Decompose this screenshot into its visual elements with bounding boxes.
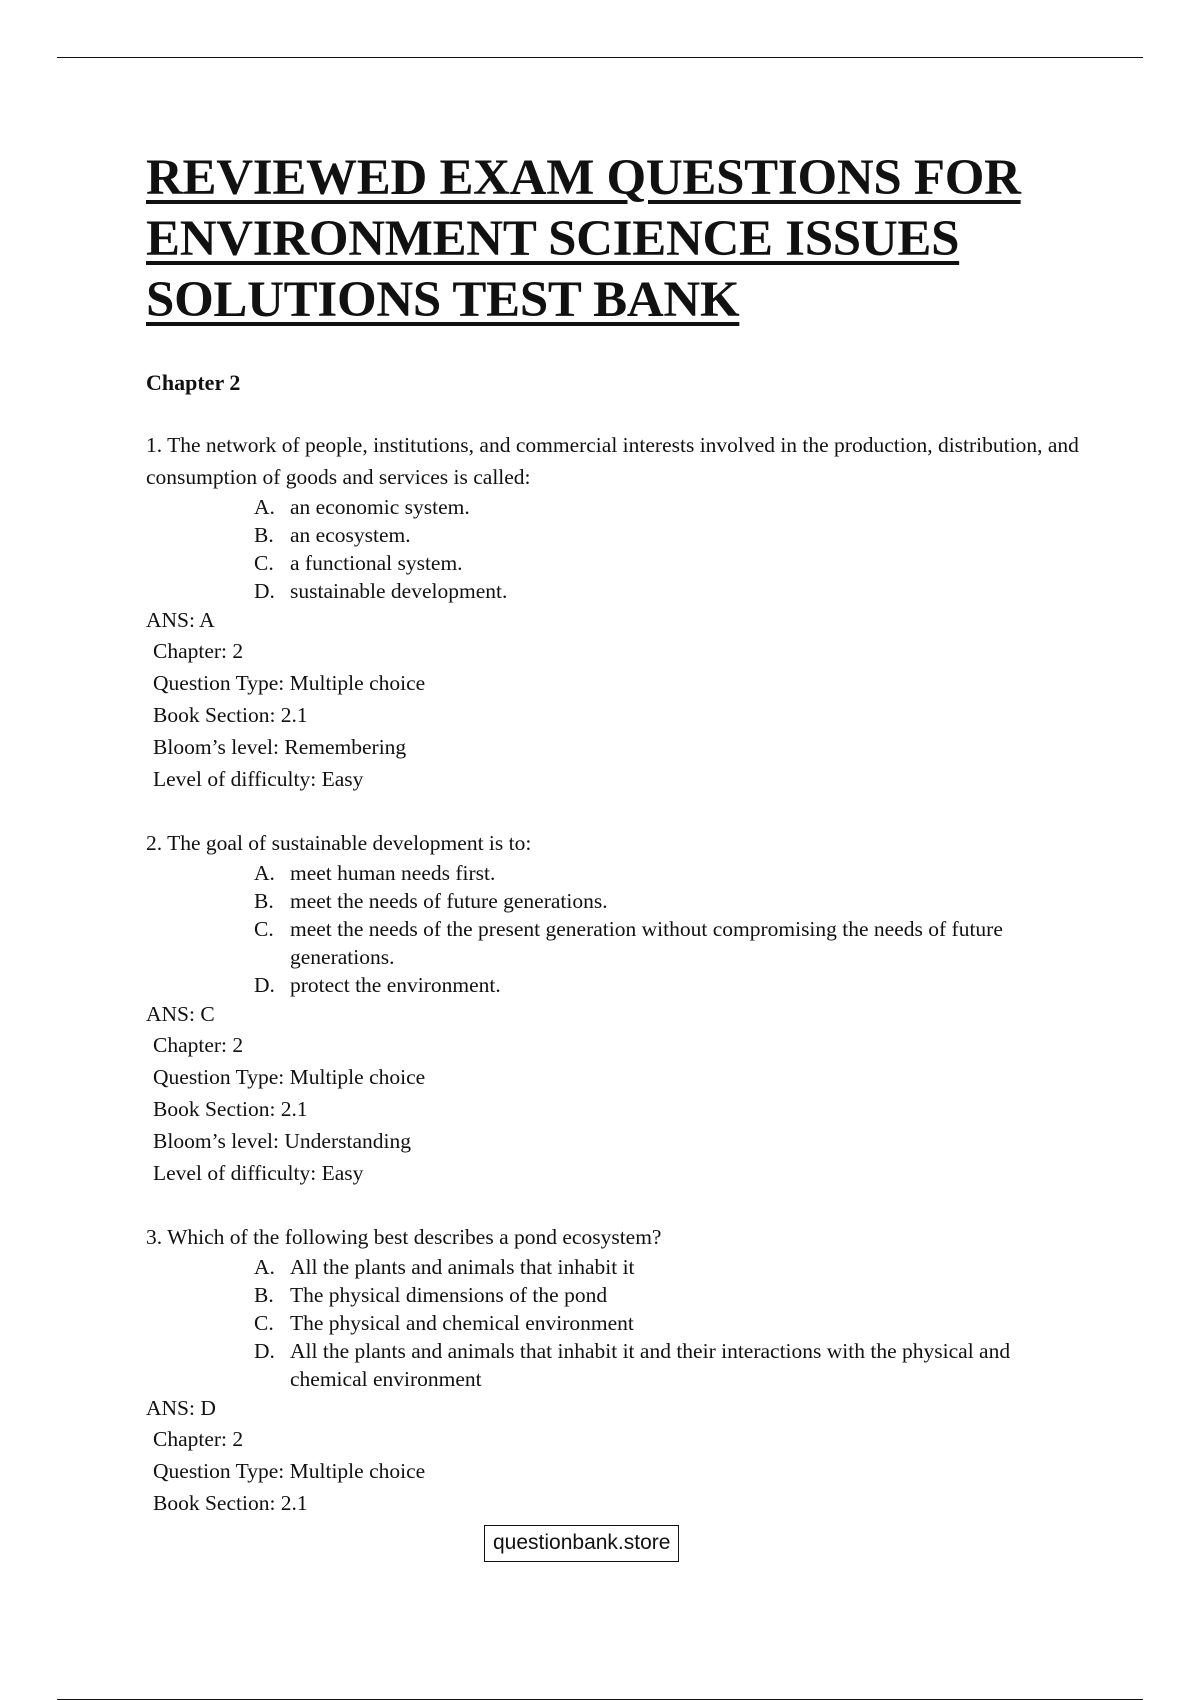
- title-line: ENVIRONMENT SCIENCE ISSUES: [146, 211, 960, 267]
- answer-line: ANS: C: [146, 1002, 215, 1026]
- option-list: [254, 493, 1086, 605]
- meta-line: Level of difficulty: Easy: [153, 767, 364, 791]
- option-text: an economic system.: [290, 495, 470, 519]
- option-letter: A.: [254, 495, 275, 519]
- option-item: [254, 1281, 1086, 1309]
- option-item: [254, 521, 1086, 549]
- meta-line: Chapter: 2: [153, 639, 244, 663]
- option-item: [254, 1309, 1086, 1337]
- option-item: [254, 577, 1086, 605]
- option-letter: B.: [254, 889, 274, 913]
- option-item: [254, 887, 1086, 915]
- option-letter: A.: [254, 1255, 275, 1279]
- option-text: a functional system.: [290, 551, 463, 575]
- option-text: meet the needs of future generations.: [290, 889, 608, 913]
- option-text: an ecosystem.: [290, 523, 411, 547]
- meta-line: Question Type: Multiple choice: [153, 1065, 426, 1089]
- meta-line: Bloom’s level: Remembering: [153, 735, 407, 759]
- option-letter: D.: [254, 973, 275, 997]
- document-title: [146, 148, 1086, 331]
- option-letter: C.: [254, 917, 274, 941]
- option-letter: D.: [254, 1339, 275, 1363]
- option-item: [254, 971, 1086, 999]
- option-letter: B.: [254, 1283, 274, 1307]
- option-text: meet human needs first.: [290, 861, 496, 885]
- meta-line: Book Section: 2.1: [153, 1491, 308, 1515]
- meta-line: Chapter: 2: [153, 1427, 244, 1451]
- title-line: REVIEWED EXAM QUESTIONS FOR: [146, 150, 1021, 206]
- meta-line: Level of difficulty: Easy: [153, 1161, 364, 1185]
- meta-line: Book Section: 2.1: [153, 1097, 308, 1121]
- title-line: SOLUTIONS TEST BANK: [146, 272, 740, 328]
- question-text: 3. Which of the following best describes a pond ecosystem?: [146, 1225, 662, 1249]
- meta-line: Bloom’s level: Understanding: [153, 1129, 411, 1153]
- option-letter: C.: [254, 551, 274, 575]
- option-list: [254, 859, 1086, 999]
- meta-line: Book Section: 2.1: [153, 703, 308, 727]
- option-letter: B.: [254, 523, 274, 547]
- question-block: [146, 429, 1086, 795]
- meta-line: Question Type: Multiple choice: [153, 671, 426, 695]
- option-item: [254, 915, 1086, 971]
- option-text: The physical and chemical environment: [290, 1311, 634, 1335]
- option-item: [254, 493, 1086, 521]
- answer-line: ANS: A: [146, 608, 215, 632]
- question-text: 1. The network of people, institutions, and commercial interests involved in the production, distribution, and consumption of goods and services is called:: [146, 433, 1079, 489]
- option-text: meet the needs of the present generation without compromising the needs of future generations.: [290, 917, 1003, 969]
- option-letter: C.: [254, 1311, 274, 1335]
- option-text: All the plants and animals that inhabit it: [290, 1255, 635, 1279]
- question-text: 2. The goal of sustainable development is to:: [146, 831, 532, 855]
- top-rule: [57, 57, 1143, 58]
- option-item: [254, 549, 1086, 577]
- option-text: The physical dimensions of the pond: [290, 1283, 608, 1307]
- question-block: [146, 827, 1086, 1189]
- option-list: [254, 1253, 1086, 1393]
- option-letter: D.: [254, 579, 275, 603]
- footer-watermark-badge: questionbank.store: [484, 1525, 679, 1562]
- option-item: [254, 1337, 1086, 1393]
- option-letter: A.: [254, 861, 275, 885]
- chapter-heading: Chapter 2: [146, 370, 241, 395]
- option-text: protect the environment.: [290, 973, 501, 997]
- answer-line: ANS: D: [146, 1396, 216, 1420]
- meta-line: Chapter: 2: [153, 1033, 244, 1057]
- option-text: All the plants and animals that inhabit it and their interactions with the physical and chemical environment: [290, 1339, 1011, 1391]
- option-item: [254, 1253, 1086, 1281]
- option-item: [254, 859, 1086, 887]
- question-block: [146, 1221, 1086, 1519]
- document-body: [146, 148, 1086, 1519]
- option-text: sustainable development.: [290, 579, 508, 603]
- meta-line: Question Type: Multiple choice: [153, 1459, 426, 1483]
